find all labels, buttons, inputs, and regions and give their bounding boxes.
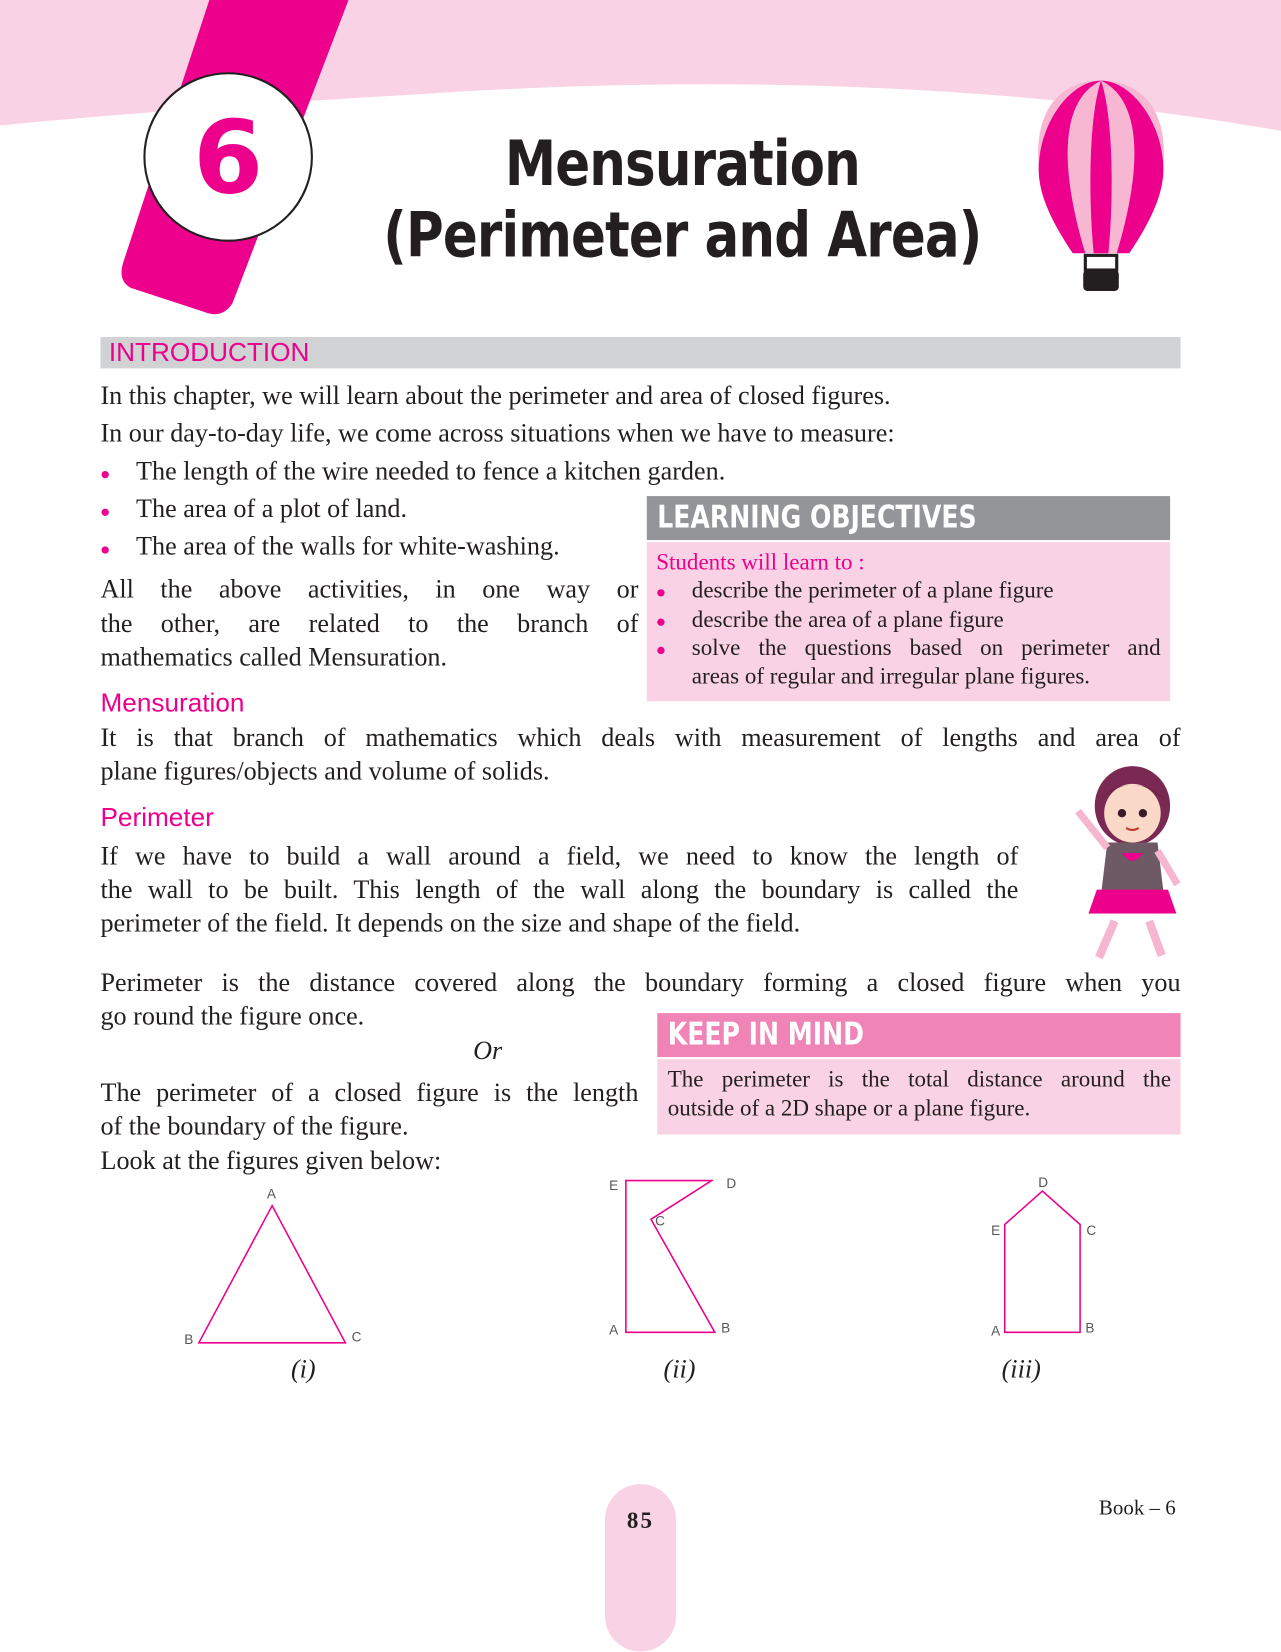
intro-para1: In this chapter, we will learn about the perimeter and area of closed figures.: [100, 382, 891, 411]
bullet-icon: [657, 619, 664, 626]
keep-in-mind-line: outside of a 2D shape or a plane figure.: [667, 1094, 1031, 1121]
introduction-bar: [100, 337, 1180, 368]
mensuration-heading: Mensuration: [100, 688, 245, 718]
vertex-label: A: [991, 1322, 1001, 1339]
triangle-figure: [199, 1206, 346, 1343]
pentagon-figure-iii: [1005, 1191, 1080, 1332]
learning-objectives-box: [647, 542, 1170, 701]
vertex-label: A: [266, 1185, 276, 1202]
look-text: Look at the figures given below:: [100, 1147, 442, 1176]
perimeter-line: If we have to build a wall around a field, we need to know the length of: [100, 842, 1019, 871]
bullet-icon: [657, 647, 664, 654]
definition-line: Perimeter is the distance covered along the boundary forming a closed figure when you: [100, 969, 1181, 998]
hot-air-balloon-icon: [1031, 75, 1172, 295]
page-number: 85: [626, 1507, 655, 1534]
vertex-label: A: [609, 1321, 619, 1338]
vertex-label: E: [991, 1222, 1001, 1239]
objectives-lead: Students will learn to :: [656, 548, 865, 575]
bullet-icon: [102, 546, 109, 553]
perimeter-line: the wall to be built. This length of the wall along the boundary is called the: [100, 876, 1019, 905]
learning-objectives-header: [647, 496, 1170, 540]
perimeter-line: perimeter of the field. It depends on the size and shape of the field.: [100, 909, 801, 938]
objective-item: describe the area of a plane figure: [691, 605, 1004, 633]
introduction-heading: INTRODUCTION: [108, 338, 310, 368]
definition2-line: The perimeter of a closed figure is the length: [100, 1079, 639, 1108]
pentagon-figure-ii: [626, 1181, 715, 1333]
learning-objectives-heading: LEARNING OBJECTIVES: [657, 499, 977, 536]
intro-bullet: The area of the walls for white-washing.: [136, 532, 560, 561]
keep-in-mind-line: The perimeter is the total distance around the: [667, 1065, 1172, 1092]
vertex-label: B: [1085, 1319, 1095, 1336]
figure-caption: (iii): [1001, 1355, 1041, 1384]
perimeter-heading: Perimeter: [100, 802, 214, 833]
vertex-label: E: [609, 1177, 619, 1194]
vertex-label: B: [184, 1331, 194, 1347]
objective-item: describe the perimeter of a plane figure: [691, 576, 1054, 603]
book-label: Book – 6: [1098, 1496, 1176, 1520]
keep-in-mind-heading: KEEP IN MIND: [667, 1016, 864, 1053]
chapter-title-line2: (Perimeter and Area): [383, 198, 982, 273]
page-number-tab: [605, 1484, 676, 1651]
chapter-title-line1: Mensuration: [504, 127, 860, 201]
definition2-line: of the boundary of the figure.: [100, 1112, 409, 1141]
bullet-icon: [657, 589, 664, 596]
mensuration-line: plane figures/objects and volume of solids.: [100, 757, 550, 786]
intro-bullet: The area of a plot of land.: [136, 495, 408, 524]
or-text: Or: [473, 1037, 503, 1066]
objective-item-cont: areas of regular and irregular plane figures.: [691, 662, 1091, 689]
keep-in-mind-box: [657, 1059, 1180, 1134]
vertex-label: D: [726, 1175, 737, 1192]
bullet-icon: [102, 509, 109, 516]
chapter-number: 6: [193, 99, 264, 217]
keep-in-mind-header: [657, 1013, 1180, 1057]
figure-caption: (i): [290, 1355, 316, 1384]
intro-bullet: The length of the wire needed to fence a kitchen garden.: [136, 457, 726, 486]
figure-caption: (ii): [663, 1355, 696, 1384]
objective-item: solve the questions based on perimeter and: [691, 634, 1161, 661]
vertex-label: B: [721, 1319, 731, 1336]
vertex-label: C: [351, 1329, 362, 1345]
girl-illustration: [1068, 759, 1188, 963]
intro-para2: In our day-to-day life, we come across situations when we have to measure:: [100, 419, 895, 448]
mensuration-line: It is that branch of mathematics which deals with measurement of lengths and area of: [100, 724, 1181, 753]
vertex-label: C: [1086, 1222, 1097, 1239]
definition-line: go round the figure once.: [100, 1002, 365, 1031]
bullet-icon: [102, 471, 109, 478]
intro-para3-line: All the above activities, in one way or: [100, 575, 639, 604]
vertex-label: D: [1038, 1174, 1049, 1190]
vertex-label: C: [655, 1213, 665, 1229]
intro-para3-line: the other, are related to the branch of: [100, 610, 639, 639]
intro-para3-line: mathematics called Mensuration.: [100, 643, 448, 672]
